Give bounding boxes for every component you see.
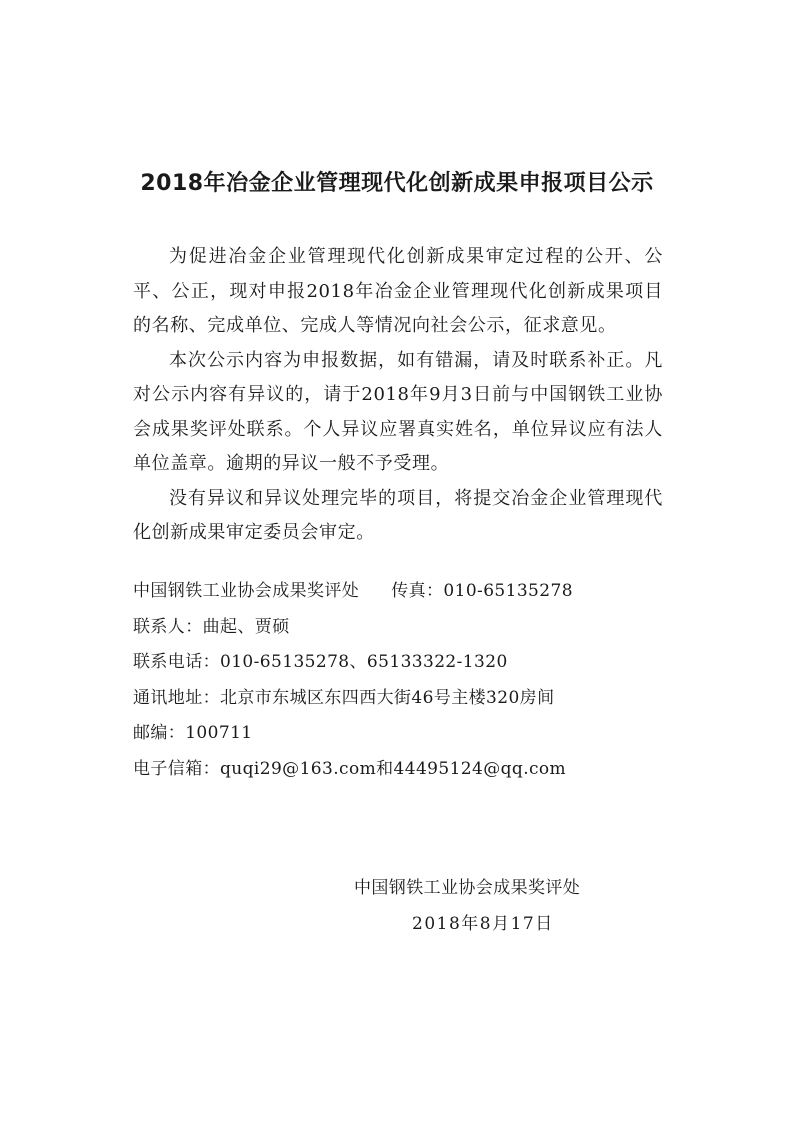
signature-organization: 中国钢铁工业协会成果奖评处 [354, 878, 581, 898]
signature-date: 2018年8月17日 [412, 914, 554, 934]
contact-office-line [133, 574, 693, 610]
contact-postcode: 邮编：100711 [133, 723, 253, 743]
contact-office: 中国钢铁工业协会成果奖评处 [133, 581, 360, 601]
signature-block [354, 870, 674, 942]
paragraph-review: 没有异议和异议处理完毕的项目，将提交冶金企业管理现代化创新成果审定委员会审定。 [133, 487, 663, 543]
contact-person: 联系人：曲起、贾硕 [133, 616, 290, 637]
document-title: 2018年冶金企业管理现代化创新成果申报项目公示 [140, 171, 654, 196]
contact-block [133, 574, 693, 787]
contact-phone: 联系电话：010-65135278、65133322-1320 [133, 652, 508, 672]
contact-fax: 传真：010-65135278 [391, 581, 573, 601]
document-body [133, 240, 663, 551]
paragraph-objection: 本次公示内容为申报数据，如有错漏，请及时联系补正。凡对公示内容有异议的，请于2018年9月3日前与中国钢铁工业协会成果奖评处联系。个人异议应署真实姓名，单位异议应有法人单位盖章。逾期的异议一般不予受理。 [133, 349, 663, 474]
contact-email: 电子信箱：quqi29@163.com和44495124@qq.com [133, 758, 567, 779]
contact-address: 通讯地址：北京市东城区东四西大街46号主楼320房间 [133, 687, 555, 708]
paragraph-purpose: 为促进冶金企业管理现代化创新成果审定过程的公开、公平、公正，现对申报2018年冶金企业管理现代化创新成果项目的名称、完成单位、完成人等情况向社会公示，征求意见。 [133, 246, 663, 336]
